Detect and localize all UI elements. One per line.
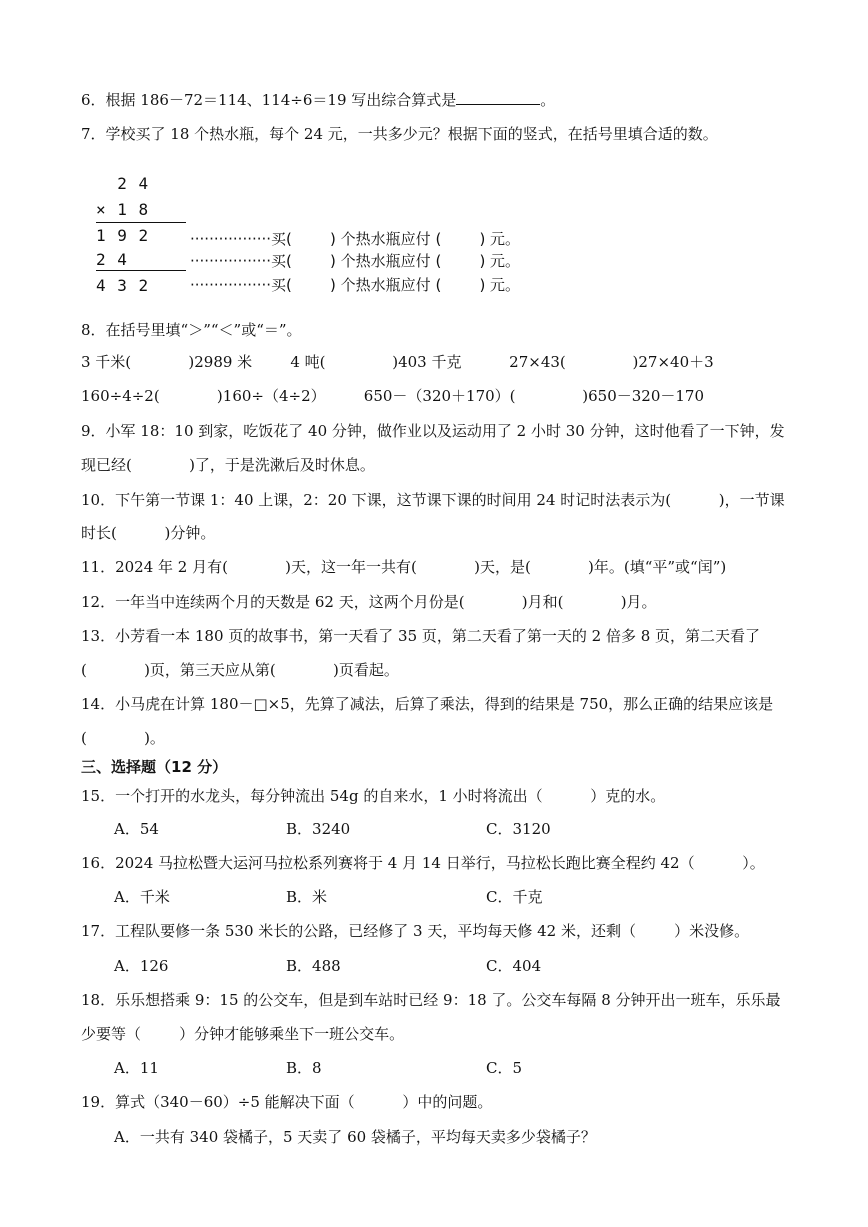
vertical-multiplication (96, 170, 616, 300)
question-17: 17．工程队要修一条 530 米长的公路，已经修了 3 天，平均每天修 42 米，还剩（ ）米没修。 (81, 922, 750, 940)
question-13-line-2: ( )页，第三天应从第( )页看起。 (81, 661, 399, 679)
vertical-row-multiplicand: 2 4 (96, 174, 150, 193)
option-a: A．一共有 340 袋橘子，5 天卖了 60 袋橘子，平均每天卖多少袋橘子？ (114, 1128, 596, 1146)
question-10-line-1: 10．下午第一节课 1：40 上课，2：20 下课，这节课下课的时间用 24 时记时法表示为( )，一节课 (81, 491, 785, 509)
vertical-explain-2: ·················买( ) 个热水瓶应付 ( ) 元。 (190, 252, 521, 270)
option-b: B．8 (286, 1059, 322, 1077)
option-b: B．3240 (286, 820, 351, 838)
question-8-row-b: 160÷4÷2( )160÷（4÷2） 650－（320＋170）( )650－320－170 (81, 387, 705, 405)
option-c: C．3120 (486, 820, 551, 838)
question-8: 8．在括号里填“＞”“＜”或“＝”。 (81, 321, 302, 339)
option-a: A．11 (114, 1059, 159, 1077)
question-12: 12．一年当中连续两个月的天数是 62 天，这两个月份是( )月和( )月。 (81, 593, 657, 611)
question-9-line-2: 现已经( )了，于是洗漱后及时休息。 (81, 456, 375, 474)
option-c: C．5 (486, 1059, 523, 1077)
question-6-end: 。 (540, 91, 556, 109)
question-8-row-a: 3 千米( )2989 米 4 吨( )403 千克 27×43( )27×40＋3 (81, 353, 714, 371)
question-10-line-2: 时长( )分钟。 (81, 524, 216, 542)
question-18-line-1: 18．乐乐想搭乘 9：15 的公交车，但是到车站时已经 9：18 了。公交车每隔 8 分钟开出一班车，乐乐最 (81, 991, 781, 1009)
question-6-text: 6．根据 186－72＝114、114÷6＝19 写出综合算式是 (81, 91, 457, 109)
question-19: 19．算式（340－60）÷5 能解决下面（ ）中的问题。 (81, 1093, 493, 1111)
vertical-row-product: 4 3 2 (96, 276, 150, 295)
question-16: 16．2024 马拉松暨大运河马拉松系列赛将于 4 月 14 日举行，马拉松长跑比赛全程约 42（ ）。 (81, 854, 765, 872)
question-18-line-2: 少要等（ ）分钟才能够乘坐下一班公交车。 (81, 1025, 405, 1043)
question-6 (81, 90, 555, 110)
question-13-line-1: 13．小芳看一本 180 页的故事书，第一天看了 35 页，第二天看了第一天的 2 倍多 8 页，第二天看了 (81, 627, 761, 645)
vertical-rule (96, 270, 186, 271)
option-b: B．488 (286, 957, 341, 975)
option-c: C．千克 (486, 888, 543, 906)
option-b: B．米 (286, 888, 328, 906)
vertical-row-multiplier: × 1 8 (96, 200, 150, 219)
question-14-line-2: ( )。 (81, 729, 165, 747)
vertical-explain-3: ·················买( ) 个热水瓶应付 ( ) 元。 (190, 276, 521, 294)
question-14-line-1: 14．小马虎在计算 180－□×5，先算了减法，后算了乘法，得到的结果是 750，那么正确的结果应该是 (81, 695, 774, 713)
option-a: A．54 (114, 820, 159, 838)
question-7: 7．学校买了 18 个热水瓶，每个 24 元，一共多少元？根据下面的竖式，在括号里填合适的数。 (81, 125, 718, 143)
option-c: C．404 (486, 957, 542, 975)
vertical-row-partial-1: 1 9 2 (96, 226, 150, 245)
option-a: A．126 (114, 957, 169, 975)
answer-blank (456, 90, 540, 105)
question-15: 15．一个打开的水龙头，每分钟流出 54g 的自来水，1 小时将流出（ ）克的水。 (81, 787, 666, 805)
vertical-rule (96, 222, 186, 223)
section-heading: 三、选择题（12 分） (81, 758, 228, 776)
vertical-explain-1: ·················买( ) 个热水瓶应付 ( ) 元。 (190, 230, 521, 248)
option-a: A．千米 (114, 888, 170, 906)
question-9-line-1: 9．小军 18：10 到家，吃饭花了 40 分钟，做作业以及运动用了 2 小时 30 分钟，这时他看了一下钟，发 (81, 422, 785, 440)
vertical-row-partial-2: 2 4 (96, 250, 150, 269)
question-11: 11．2024 年 2 月有( )天，这一年一共有( )天，是( )年。(填“平”或“闰”) (81, 558, 727, 576)
